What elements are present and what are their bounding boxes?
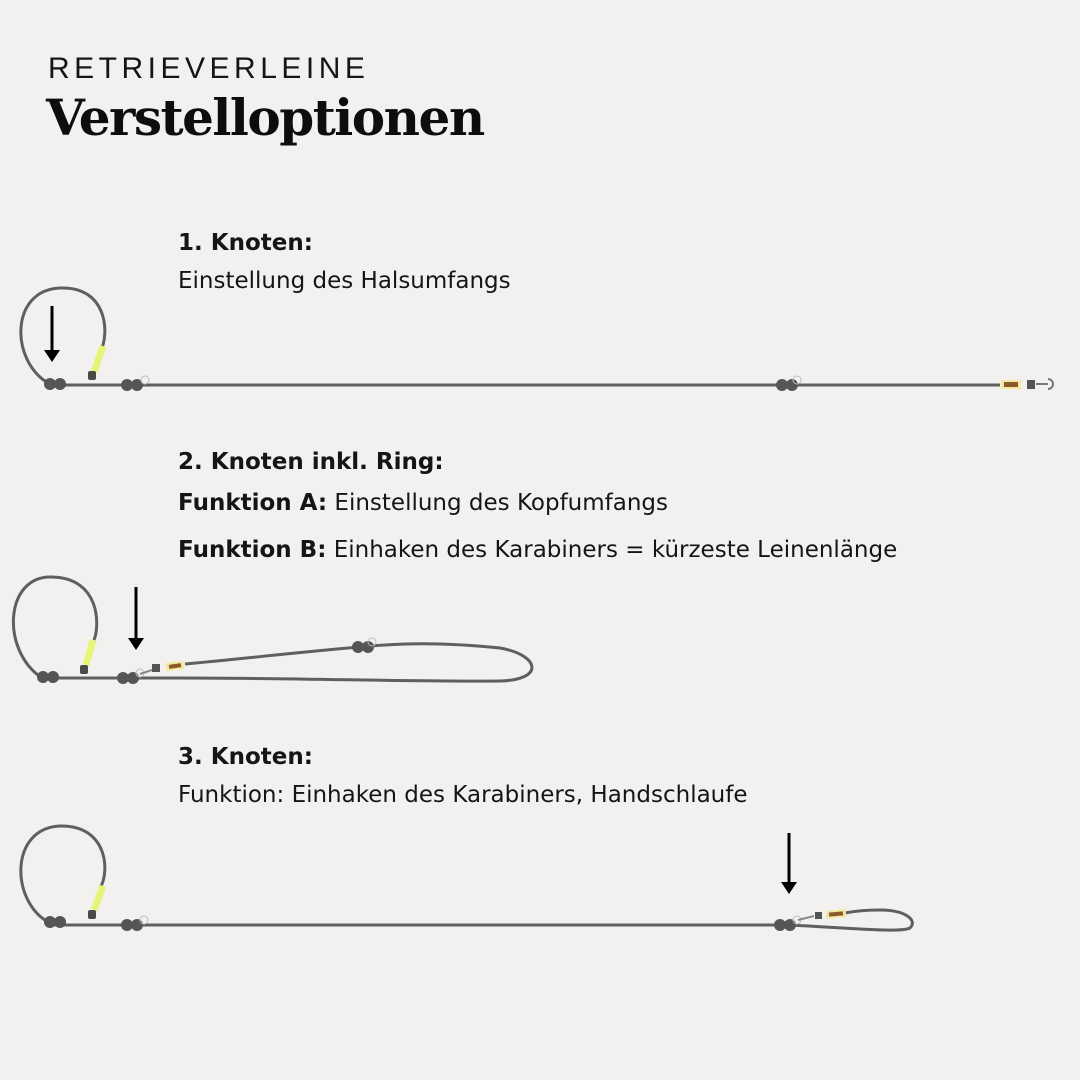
section-2-function-a bbox=[178, 492, 897, 515]
knot-3-icon bbox=[352, 638, 376, 653]
knot-3-icon bbox=[776, 376, 801, 391]
knot-2-icon bbox=[121, 376, 149, 391]
page-title: Verstelloptionen bbox=[46, 88, 484, 147]
section-2-heading: 2. Knoten inkl. Ring: bbox=[178, 449, 444, 475]
leash-shortened-loop-icon bbox=[0, 570, 1080, 700]
section-3-description: Funktion: Einhaken des Karabiners, Handschlaufe bbox=[178, 782, 748, 808]
section-2-text bbox=[178, 451, 897, 562]
knot-2-icon bbox=[121, 916, 148, 931]
knot-1-icon bbox=[44, 378, 66, 390]
section-3-heading: 3. Knoten: bbox=[178, 744, 313, 770]
section-1-heading: 1. Knoten: bbox=[178, 230, 313, 256]
function-a-label: Funktion A: bbox=[178, 490, 328, 516]
arrow-down-icon bbox=[781, 833, 797, 894]
knot-3-icon bbox=[774, 916, 801, 931]
section-2-function-b bbox=[178, 539, 897, 562]
function-b-label: Funktion B: bbox=[178, 537, 327, 563]
function-b-text: Einhaken des Karabiners = kürzeste Leinenlänge bbox=[326, 537, 898, 563]
arrow-down-icon bbox=[128, 587, 144, 650]
eyebrow-label: RETRIEVERLEINE bbox=[48, 52, 370, 85]
leash-hand-loop-icon bbox=[0, 820, 1080, 950]
knot-1-icon bbox=[37, 671, 59, 683]
knot-2-icon bbox=[117, 669, 144, 684]
leash-straight-icon bbox=[0, 280, 1080, 410]
section-1-description: Einstellung des Halsumfangs bbox=[178, 268, 511, 294]
arrow-down-icon bbox=[44, 306, 60, 362]
function-a-text: Einstellung des Kopfumfangs bbox=[327, 490, 668, 516]
section-3-text bbox=[178, 746, 748, 807]
